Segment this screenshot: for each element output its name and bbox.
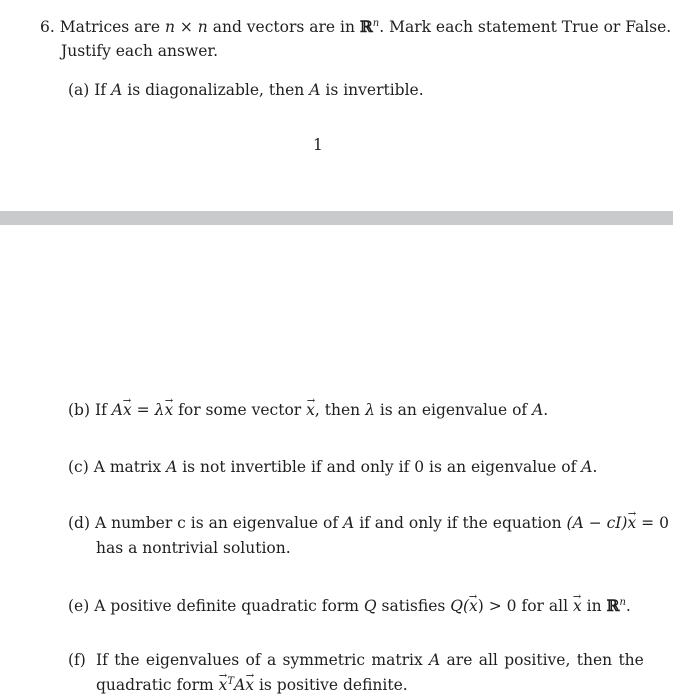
part-label: (f) (68, 651, 86, 669)
math-A: A (532, 401, 544, 419)
part-text: A number c is an eigenvalue of (94, 514, 339, 532)
math-expression: (A − cI) (566, 514, 628, 532)
word: of (245, 651, 261, 669)
word: symmetric (282, 651, 366, 669)
part-label: (b) (68, 401, 91, 419)
math-n: n (197, 18, 208, 36)
word: are (446, 651, 473, 669)
part-d-line2: has a nontrivial solution. (96, 539, 291, 557)
part-c (68, 458, 597, 476)
problem-number: 6. (40, 18, 55, 36)
part-text: If (94, 401, 107, 419)
part-label: (a) (68, 81, 90, 99)
math-vector-x: → x (219, 676, 228, 694)
intro-text: . Mark each statement True or False. (379, 18, 672, 36)
part-text: . (625, 597, 631, 615)
part-label: (c) (68, 458, 89, 476)
math-lambda: λ (154, 401, 165, 419)
math-A: A (581, 458, 593, 476)
problem-statement-line1 (40, 17, 671, 36)
word: eigenvalues (145, 651, 240, 669)
part-text: if and only if the equation (359, 514, 562, 532)
part-a (68, 81, 424, 99)
part-text: . (543, 401, 549, 419)
math-A: A (166, 458, 178, 476)
intro-text: and vectors are in (212, 18, 355, 36)
part-text: is positive definite. (258, 676, 408, 695)
math-A: A (234, 676, 246, 695)
math-A: A (309, 81, 321, 99)
math-vector-x: → x (306, 401, 315, 419)
math-reals: ℝ (359, 17, 373, 36)
math-transpose: T (227, 676, 235, 687)
word: the (618, 651, 644, 669)
page-number: 1 (313, 136, 323, 154)
math-n: n (164, 18, 175, 36)
math-vector-x: → x (573, 597, 582, 615)
part-text: A matrix (93, 458, 162, 476)
part-text: is diagonalizable, then (127, 81, 305, 99)
math-vector-x: → x (469, 597, 478, 615)
math-A: A (111, 401, 123, 419)
part-text: is invertible. (325, 81, 424, 99)
page-separator (0, 211, 673, 225)
part-text: . (592, 458, 598, 476)
part-text: in (586, 597, 602, 615)
word: the (114, 651, 140, 669)
word: then (576, 651, 613, 669)
math-vector-x: → x (123, 401, 132, 419)
math-vector-x: → x (164, 401, 173, 419)
part-text: quadratic form (96, 676, 214, 695)
math-Q-of: Q( (450, 597, 470, 615)
word: a (266, 651, 277, 669)
part-text: ) > 0 for all (477, 597, 569, 615)
math-equals: = (136, 401, 150, 419)
part-text: If (94, 81, 107, 99)
part-text: for some vector (178, 401, 302, 419)
math-vector-x: → x (245, 676, 254, 694)
part-text: , then (314, 401, 361, 419)
part-text: satisfies (381, 597, 446, 615)
math-sup: n (372, 17, 380, 29)
math-vector-x: → x (627, 514, 636, 532)
part-label: (d) (68, 514, 91, 532)
part-f-line2 (96, 676, 408, 694)
math-A: A (111, 81, 123, 99)
math-reals: ℝ (606, 596, 620, 615)
math-lambda: λ (365, 401, 375, 419)
problem-statement-line2: Justify each answer. (61, 42, 219, 60)
part-text: is an eigenvalue of (379, 401, 528, 419)
word: all (478, 651, 498, 669)
word: If (96, 651, 108, 669)
word: matrix (371, 651, 423, 669)
part-text: is not invertible if and only if 0 is an eigenvalue of (182, 458, 577, 476)
math-A: A (429, 651, 441, 669)
math-A: A (343, 514, 355, 532)
intro-text: Matrices are (59, 18, 160, 36)
part-f-words (96, 651, 644, 669)
word: positive, (504, 651, 571, 669)
part-e (68, 596, 631, 615)
math-zero-vector: = 0 (641, 514, 669, 532)
part-text: A positive definite quadratic form (94, 597, 359, 615)
part-label: (e) (68, 597, 90, 615)
part-d-line1 (68, 514, 669, 532)
part-b (68, 401, 548, 419)
math-times: × (179, 18, 193, 36)
math-Q: Q (363, 597, 377, 615)
math-sup: n (619, 596, 626, 608)
